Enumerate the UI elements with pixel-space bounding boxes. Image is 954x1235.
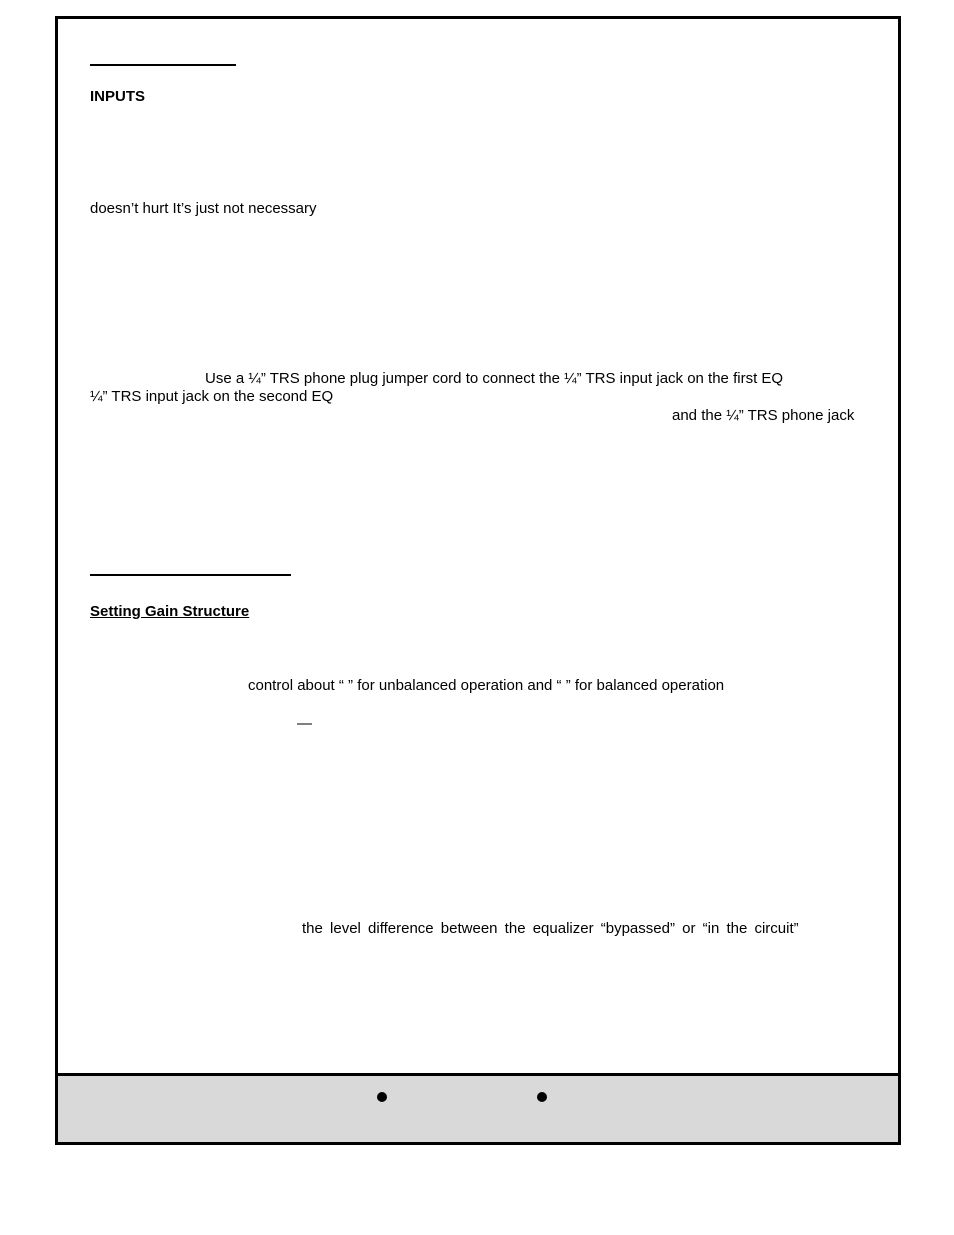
page-footer (58, 1073, 898, 1142)
gain-dash: — (297, 715, 312, 732)
gain-text-1: control about “ ” for unbalanced operation and “ ” for balanced operation (248, 677, 725, 694)
gain-heading: Setting Gain Structure (90, 603, 250, 620)
footer-bullet-icon (537, 1092, 547, 1102)
gain-text-2: the level difference between the equalizer “bypassed” or “in the circuit” (302, 920, 799, 937)
inputs-text-4: and the ¼” TRS phone jack (672, 407, 855, 424)
page-frame (55, 16, 901, 1145)
inputs-text-3: ¼” TRS input jack on the second EQ (90, 388, 334, 405)
inputs-text-2: Use a ¼” TRS phone plug jumper cord to connect the ¼” TRS input jack on the first EQ (205, 370, 784, 387)
inputs-text-1: doesn’t hurt It’s just not necessary (90, 200, 317, 217)
section-rule-gain (90, 574, 291, 576)
footer-bullet-icon (377, 1092, 387, 1102)
inputs-heading: INPUTS (90, 88, 146, 105)
section-rule-inputs (90, 64, 236, 66)
